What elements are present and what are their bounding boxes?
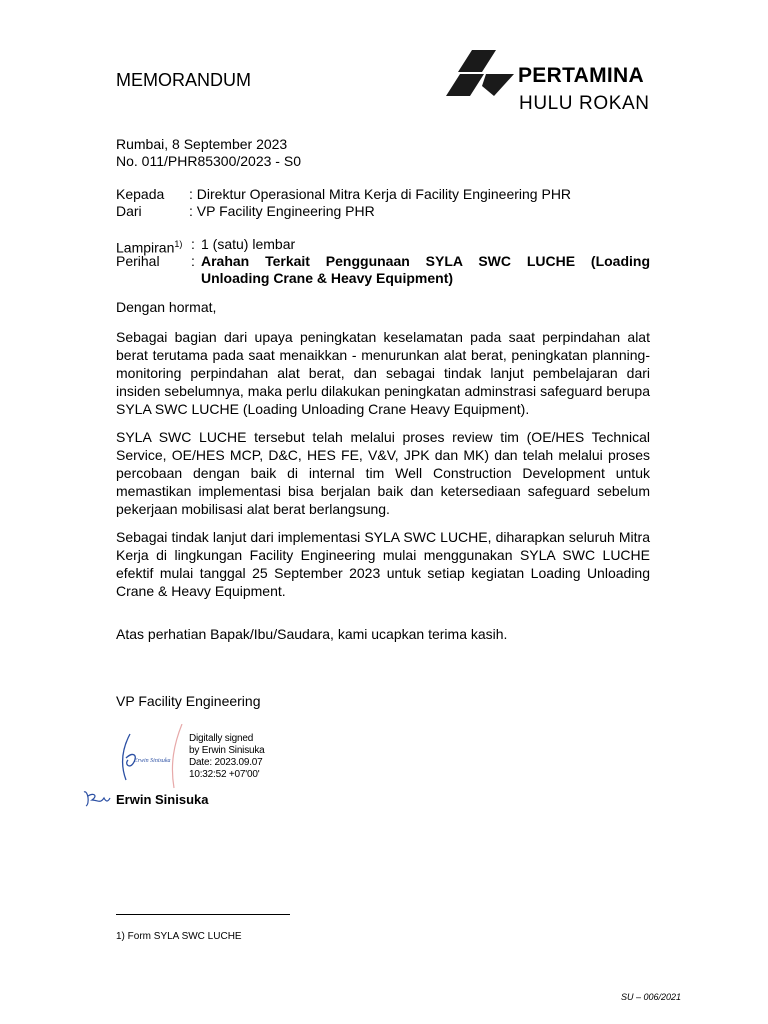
logo-subname: HULU ROKAN (519, 93, 650, 114)
digital-signature-note: Digitally signed by Erwin Sinisuka Date: 2023.09.07 10:32:52 +07'00' (189, 733, 265, 780)
subject-value: Arahan Terkait Penggunaan SYLA SWC LUCHE (Loading Unloading Crane & Heavy Equipment) (201, 253, 650, 286)
field-perihal (116, 253, 656, 287)
signature-script: Erwin Sinisuka (134, 758, 171, 764)
paragraph-2: SYLA SWC LUCHE tersebut telah melalui proses review tim (OE/HES Technical Service, OE/HES MCP, D&C, HES FE, V&V, JPK dan MK) dan telah melalui proses percobaan dengan baik di internal tim Well Construction Development untuk memastikan implementasi bisa berjalan baik dan ketersediaan safeguard sebelum pekerjaan mobilisasi alat berat berlangsung. (116, 429, 650, 517)
field-label: Lampiran$^{1)}$ (116, 239, 183, 256)
field-dari (116, 203, 656, 220)
memo-number: No. 011/PHR85300/2023 - S0 (116, 153, 301, 169)
footnote-divider (116, 914, 290, 915)
initials-scribble-icon (82, 788, 112, 808)
paragraph-1: Sebagai bagian dari upaya peningkatan keselamatan pada saat perpindahan alat berat terutama pada saat menaikkan - menurunkan alat berat, peningkatan planning-monitoring perpindahan alat berat, dan sebagai tindak lanjut pembelajaran dari insiden sebelumnya, maka perlu dilakukan peningkatan adminstrasi safeguard berupa SYLA SWC LUCHE (Loading Unloading Crane Heavy Equipment). (116, 329, 650, 417)
paragraph-3: Sebagai tindak lanjut dari implementasi SYLA SWC LUCHE, diharapkan seluruh Mitra Kerja di lingkungan Facility Engineering mulai menggunakan SYLA SWC LUCHE efektif mulai tanggal 25 September 2023 untuk setiap kegiatan Loading Unloading Crane & Heavy Equipment. (116, 529, 650, 599)
field-value: : Direktur Operasional Mitra Kerja di Facility Engineering PHR (189, 186, 572, 202)
field-label: Perihal (116, 253, 160, 269)
field-kepada (116, 186, 656, 203)
signer-name: Erwin Sinisuka (116, 792, 209, 807)
field-value: 1 (satu) lembar (201, 236, 296, 252)
field-label: Kepada (116, 186, 165, 202)
footnote: 1) Form SYLA SWC LUCHE (116, 931, 242, 942)
field-value: : VP Facility Engineering PHR (189, 203, 375, 219)
memo-title: MEMORANDUM (116, 70, 251, 90)
field-colon: : (191, 253, 195, 269)
closing-line: Atas perhatian Bapak/Ibu/Saudara, kami ucapkan terima kasih. (116, 626, 508, 642)
field-colon: : (191, 236, 195, 252)
document-number: SU – 006/2021 (621, 992, 682, 1002)
signer-position: VP Facility Engineering (116, 693, 261, 709)
footnote-ref: 1) (174, 239, 183, 249)
logo-name: PERTAMINA (518, 64, 644, 87)
memo-date: Rumbai, 8 September 2023 (116, 136, 288, 152)
field-label: Dari (116, 203, 142, 219)
greeting: Dengan hormat, (116, 299, 217, 315)
field-lampiran (116, 236, 656, 256)
